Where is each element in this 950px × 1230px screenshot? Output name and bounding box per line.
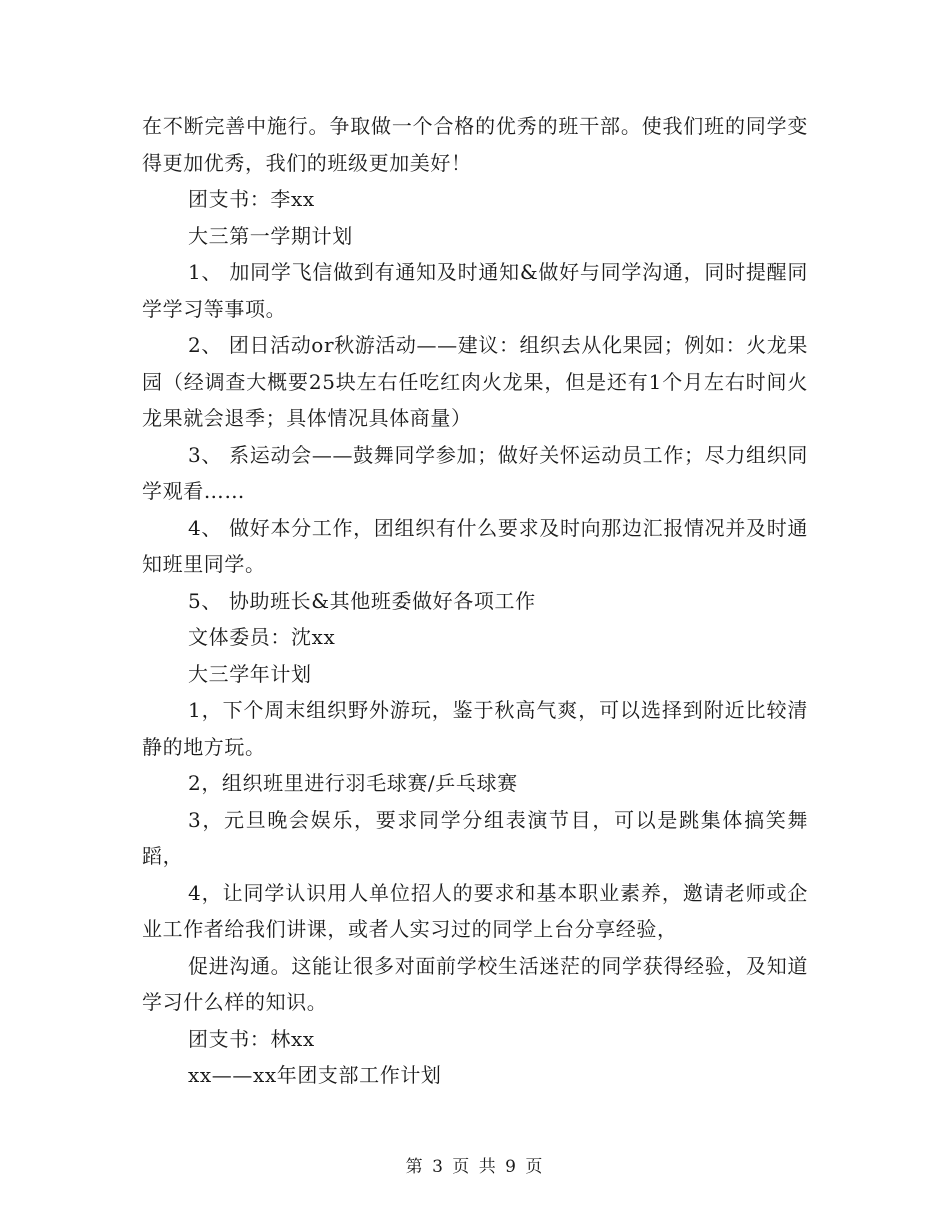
section-heading: xx——xx年团支部工作计划: [188, 1063, 442, 1087]
signature-line: 团支书：林xx: [188, 1026, 315, 1051]
list-item: 4、 做好本分工作，团组织有什么要求及时向那边汇报情况并及时通知班里同学。: [142, 515, 808, 576]
section-heading: 大三第一学期计划: [188, 223, 353, 248]
list-item: 1、 加同学飞信做到有通知及时通知&做好与同学沟通，同时提醒同学学习等事项。: [142, 260, 808, 321]
page-number-footer: 第 3 页 共 9 页: [405, 1157, 545, 1177]
list-item: 3、 系运动会——鼓舞同学参加；做好关怀运动员工作；尽力组织同学观看……: [142, 442, 808, 503]
paragraph: 促进沟通。这能让很多对面前学校生活迷茫的同学获得经验，及知道学习什么样的知识。: [142, 953, 808, 1014]
signature-line: 文体委员：沈xx: [188, 625, 336, 649]
list-item: 3，元旦晚会娱乐，要求同学分组表演节目，可以是跳集体搞笑舞蹈，: [142, 807, 808, 868]
paragraph: 在不断完善中施行。争取做一个合格的优秀的班干部。使我们班的同学变得更加优秀，我们的班级更加美好！: [142, 114, 808, 175]
list-item: 2、 团日活动or秋游活动——建议：组织去从化果园；例如：火龙果园（经调查大概要25块左右任吃红肉火龙果，但是还有1个月左右时间火龙果就会退季；具体情况具体商量）: [142, 333, 808, 430]
list-item: 4，让同学认识用人单位招人的要求和基本职业素养，邀请老师或企业工作者给我们讲课，或者人实习过的同学上台分享经验，: [142, 880, 808, 941]
section-heading: 大三学年计划: [188, 661, 312, 686]
list-item: 1，下个周末组织野外游玩，鉴于秋高气爽，可以选择到附近比较清静的地方玩。: [142, 698, 808, 759]
signature-line: 团支书：李xx: [188, 187, 315, 211]
document-body: [142, 108, 808, 1094]
list-item: 5、 协助班长&其他班委做好各项工作: [188, 588, 536, 613]
list-item: 2，组织班里进行羽毛球赛/乒乓球赛: [188, 771, 518, 795]
